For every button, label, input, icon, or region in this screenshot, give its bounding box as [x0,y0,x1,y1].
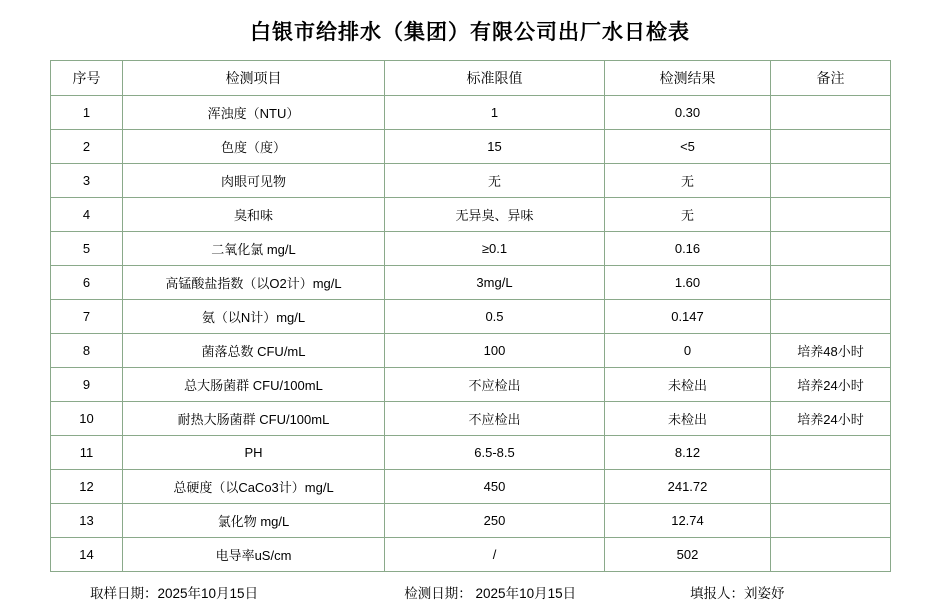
cell-no: 1 [51,96,123,130]
cell-note [771,130,891,164]
cell-no: 10 [51,402,123,436]
cell-note [771,198,891,232]
table-row [51,334,891,368]
cell-standard: 100 [385,334,605,368]
cell-standard: 不应检出 [385,368,605,402]
cell-note [771,232,891,266]
cell-standard: 不应检出 [385,402,605,436]
cell-result: 1.60 [605,266,771,300]
table-row [51,470,891,504]
cell-no: 3 [51,164,123,198]
cell-item: 浑浊度（NTU） [123,96,385,130]
cell-no: 11 [51,436,123,470]
column-header-note: 备注 [771,61,891,96]
column-header-result: 检测结果 [605,61,771,96]
cell-item: 高锰酸盐指数（以O2计）mg/L [123,266,385,300]
cell-standard: 0.5 [385,300,605,334]
cell-note [771,96,891,130]
table-body [51,96,891,572]
table-row [51,436,891,470]
water-quality-table [50,60,891,572]
cell-note [771,164,891,198]
table-container [0,60,940,572]
table-row [51,164,891,198]
cell-standard: 无异臭、异味 [385,198,605,232]
cell-item: 总硬度（以CaCo3计）mg/L [123,470,385,504]
cell-result: 8.12 [605,436,771,470]
cell-note: 培养24小时 [771,402,891,436]
cell-no: 8 [51,334,123,368]
cell-standard: ≥0.1 [385,232,605,266]
cell-result: <5 [605,130,771,164]
cell-note [771,436,891,470]
cell-item: PH [123,436,385,470]
cell-item: 肉眼可见物 [123,164,385,198]
cell-note [771,504,891,538]
cell-standard: 15 [385,130,605,164]
cell-result: 0.16 [605,232,771,266]
cell-standard: 450 [385,470,605,504]
cell-standard: 1 [385,96,605,130]
cell-standard: 3mg/L [385,266,605,300]
table-row [51,96,891,130]
cell-result: 无 [605,164,771,198]
cell-no: 4 [51,198,123,232]
reporter: 填报人：刘姿妤 [690,586,785,601]
cell-standard: 6.5-8.5 [385,436,605,470]
cell-result: 0.147 [605,300,771,334]
table-row [51,538,891,572]
cell-result: 未检出 [605,368,771,402]
cell-result: 12.74 [605,504,771,538]
cell-item: 臭和味 [123,198,385,232]
table-row [51,232,891,266]
page-title: 白银市给排水（集团）有限公司出厂水日检表 [250,20,690,44]
cell-note: 培养48小时 [771,334,891,368]
cell-no: 12 [51,470,123,504]
cell-result: 502 [605,538,771,572]
cell-item: 菌落总数 CFU/mL [123,334,385,368]
table-row [51,300,891,334]
column-header-item: 检测项目 [123,61,385,96]
footer [0,572,940,602]
cell-item: 电导率uS/cm [123,538,385,572]
cell-no: 6 [51,266,123,300]
test-date: 检测日期： 2025年10月15日 [404,586,577,601]
cell-item: 氯化物 mg/L [123,504,385,538]
cell-item: 二氧化氯 mg/L [123,232,385,266]
table-header [51,61,891,96]
sampling-date: 取样日期：2025年10月15日 [90,586,259,601]
cell-result: 无 [605,198,771,232]
table-header-row [51,61,891,96]
table-row [51,402,891,436]
cell-result: 未检出 [605,402,771,436]
cell-no: 2 [51,130,123,164]
table-row [51,130,891,164]
cell-note [771,470,891,504]
cell-item: 色度（度） [123,130,385,164]
table-row [51,368,891,402]
cell-standard: / [385,538,605,572]
cell-note [771,300,891,334]
cell-item: 氨（以N计）mg/L [123,300,385,334]
column-header-no: 序号 [51,61,123,96]
cell-result: 0.30 [605,96,771,130]
cell-no: 5 [51,232,123,266]
cell-note: 培养24小时 [771,368,891,402]
cell-no: 13 [51,504,123,538]
table-row [51,198,891,232]
cell-item: 耐热大肠菌群 CFU/100mL [123,402,385,436]
cell-standard: 250 [385,504,605,538]
cell-no: 7 [51,300,123,334]
cell-result: 241.72 [605,470,771,504]
cell-no: 9 [51,368,123,402]
cell-no: 14 [51,538,123,572]
cell-note [771,266,891,300]
column-header-standard: 标准限值 [385,61,605,96]
cell-result: 0 [605,334,771,368]
cell-standard: 无 [385,164,605,198]
table-row [51,504,891,538]
cell-item: 总大肠菌群 CFU/100mL [123,368,385,402]
table-row [51,266,891,300]
cell-note [771,538,891,572]
